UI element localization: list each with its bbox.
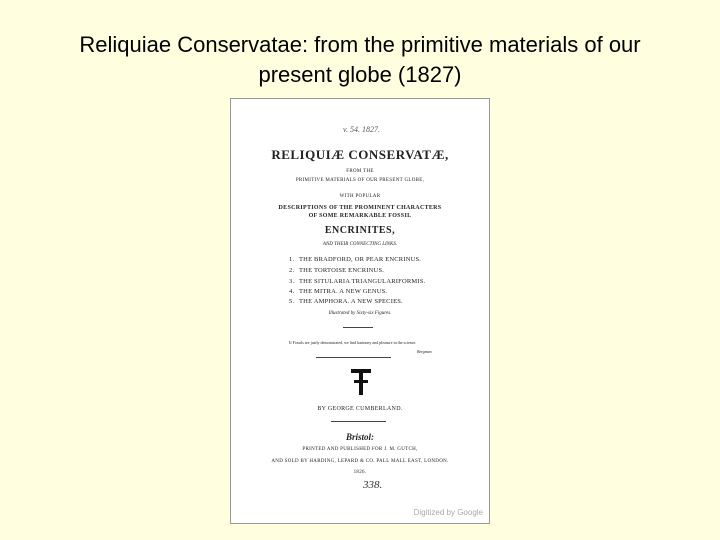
with-popular-text: WITH POPULAR <box>339 194 381 199</box>
digitized-watermark: Digitized by Google <box>413 508 483 517</box>
from-the-text: FROM THE <box>346 169 374 174</box>
publication-year: 1826. <box>353 470 367 475</box>
book-subtitle: PRIMITIVE MATERIALS OF OUR PRESENT GLOBE, <box>295 178 425 183</box>
book-main-title: RELIQUIÆ CONSERVATÆ, <box>271 147 449 162</box>
list-item: 5. THE AMPHORA. A NEW SPECIES. <box>289 298 403 305</box>
slide-title-line-2: present globe (1827) <box>258 62 462 87</box>
list-item: 3. THE SITULARIA TRIANGULARIFORMIS. <box>289 278 426 285</box>
printer-device-icon <box>349 367 373 397</box>
handwritten-number: 338. <box>363 479 383 491</box>
descriptions-line-1: DESCRIPTIONS OF THE PROMINENT CHARACTERS <box>278 205 442 211</box>
author-line: BY GEORGE CUMBERLAND. <box>317 406 403 412</box>
connecting-links-text: AND THEIR CONNECTING LINKS. <box>322 242 398 247</box>
slide-title <box>20 30 700 90</box>
descriptions-line-2: OF SOME REMARKABLE FOSSIL <box>308 213 412 219</box>
epigraph-attribution: Bergman. <box>417 349 433 354</box>
illustrated-note: Illustrated by Sixty-six Figures. <box>328 311 392 316</box>
handwritten-annotation: v. 54. 1827. <box>343 125 380 134</box>
list-item: 4. THE MITRA. A NEW GENUS. <box>289 288 388 295</box>
printed-for-line: PRINTED AND PUBLISHED FOR J. M. GUTCH, <box>302 447 418 452</box>
list-item: 2. THE TORTOISE ENCRINUS. <box>289 267 385 274</box>
publication-place: Bristol: <box>345 432 374 442</box>
divider <box>316 357 391 358</box>
slide-title-line-1: Reliquiae Conservatae: from the primitive materials of our <box>79 32 641 57</box>
divider <box>343 327 373 328</box>
encrinites-heading: ENCRINITES, <box>324 225 396 236</box>
title-page-scan <box>230 98 490 524</box>
divider <box>331 421 386 422</box>
list-item: 1. THE BRADFORD, OR PEAR ENCRINUS. <box>289 256 422 263</box>
epigraph-quote: If Fossils are justly demonstrated, we find harmony and pleasure in the science. <box>289 340 417 345</box>
sold-by-line: AND SOLD BY HARDING, LEPARD & CO. PALL MALL EAST, LONDON. <box>271 459 449 464</box>
